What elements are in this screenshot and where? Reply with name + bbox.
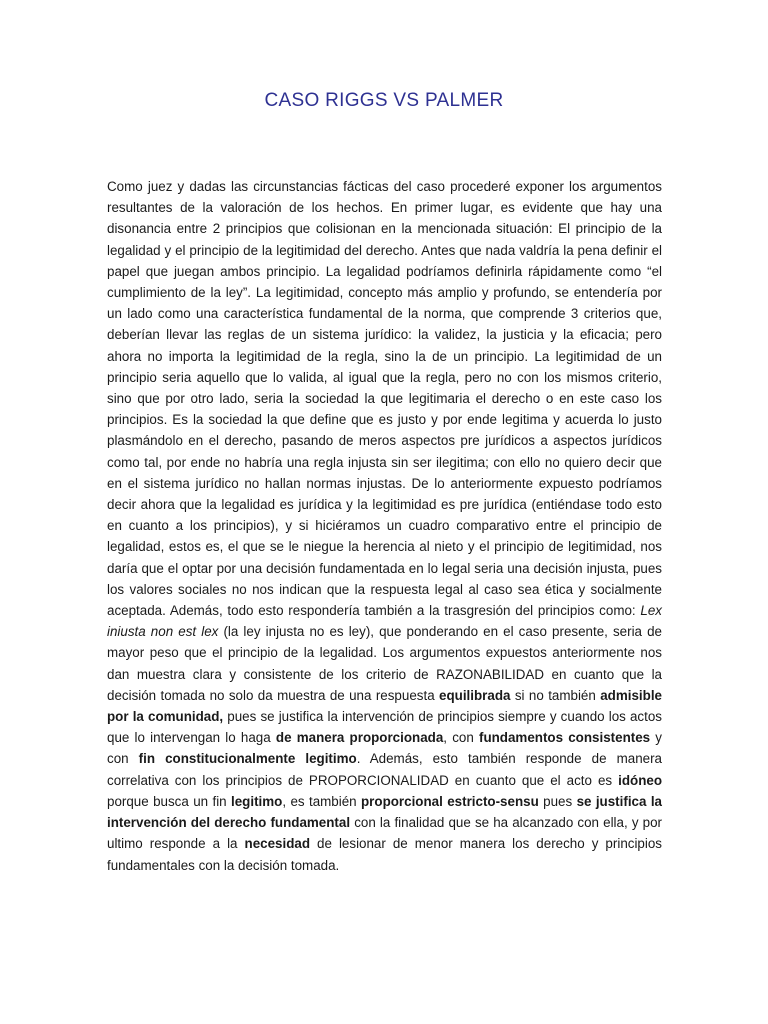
- bold-text-run: legitimo: [231, 793, 283, 809]
- bold-text-run: equilibrada: [439, 687, 511, 703]
- bold-text-run: admisible por la comunidad,: [107, 687, 662, 725]
- italic-text-run: Lex iniusta non est lex: [107, 603, 662, 640]
- bold-text-run: fin constitucionalmente legitimo: [138, 751, 357, 767]
- bold-text-run: idóneo: [618, 772, 662, 788]
- text-run: porque busca un fin: [107, 793, 231, 809]
- text-run: si no también: [510, 687, 601, 703]
- bold-text-run: de manera proporcionada: [275, 730, 444, 746]
- text-run: pues: [538, 793, 577, 809]
- bold-text-run: se justifica la intervención del derecho fundamental: [107, 793, 662, 831]
- bold-text-run: necesidad: [244, 836, 311, 852]
- bold-text-run: fundamentos consistentes: [478, 730, 651, 746]
- text-run: y con: [107, 730, 662, 767]
- text-run: Como juez y dadas las circunstancias fácticas del caso procederé exponer los argumentos resultantes de la valoración de los hechos. En primer lugar, es evidente que hay una disonancia entre 2 principios que colisionan en la mencionada situación: El principio de la legalidad y el principio de la legitimidad del derecho. Antes que nada valdría la pena definir el papel que juegan ambos principio. La legalidad podríamos definirla rápidamente como “el cumplimiento de la ley”. La legitimidad, concepto más amplio y profundo, se entendería por un lado como una característica fundamental de la norma, que comprende 3 criterios que, deberían llevar las reglas de un sistema jurídico: la validez, la justicia y la eficacia; pero ahora no importa la legitimidad de la regla, sino la de un principio. La legitimidad de un principio seria aquello que lo valida, al igual que la regla, pero no con los mismos criterio, sino que por otro lado, seria la sociedad la que legitimaria el derecho o en este caso los principios. Es la sociedad la que define que es justo y por ende legitima y acuerda lo justo plasmándolo en el derecho, pasando de meros aspectos pre jurídicos a aspectos jurídicos como tal, por ende no habría una regla injusta sin ser ilegitima; con ello no quiero decir que en el sistema jurídico no hallan normas injustas. De lo anteriormente expuesto podríamos decir ahora que la legalidad es jurídica y la legitimidad es pre jurídica (entiéndase todo esto en cuanto a los principios), y si hiciéramos un cuadro comparativo entre el principio de legalidad, estos es, el que se le niegue la herencia al nieto y el principio de legitimidad, nos daría que el optar por una decisión fundamentada en lo legal seria una decisión injusta, pues los valores sociales no nos indican que la respuesta legal al caso sea ética y socialmente aceptada. Además, todo esto respondería también a la trasgresión del principios como:: [107, 179, 662, 619]
- text-run: con la finalidad que se ha alcanzado con ella, y por ultimo responde a la: [107, 815, 663, 852]
- bold-text-run: proporcional estricto-sensu: [361, 793, 539, 809]
- text-run: . Además, esto también responde de manera correlativa con los principios de PROPORCIONALIDAD en cuanto que el acto es: [107, 751, 662, 788]
- document-body-paragraph: [107, 176, 662, 876]
- text-run: (la ley injusta no es ley), que ponderando en el caso presente, seria de mayor peso que el principio de la legalidad. Los argumentos expuestos anteriormente nos dan muestra clara y consistente de los criterio de RAZONABILIDAD en cuanto que la decisión tomada no solo da muestra de una respuesta: [107, 624, 662, 703]
- text-run: , es también: [282, 793, 361, 809]
- document-title: CASO RIGGS VS PALMER: [264, 90, 504, 111]
- text-run: pues se justifica la intervención de principios siempre y cuando los actos que lo intervengan lo haga: [107, 709, 662, 746]
- text-run: de lesionar de menor manera los derecho y principios fundamentales con la decisión tomada.: [107, 836, 662, 873]
- text-run: , con: [443, 730, 479, 746]
